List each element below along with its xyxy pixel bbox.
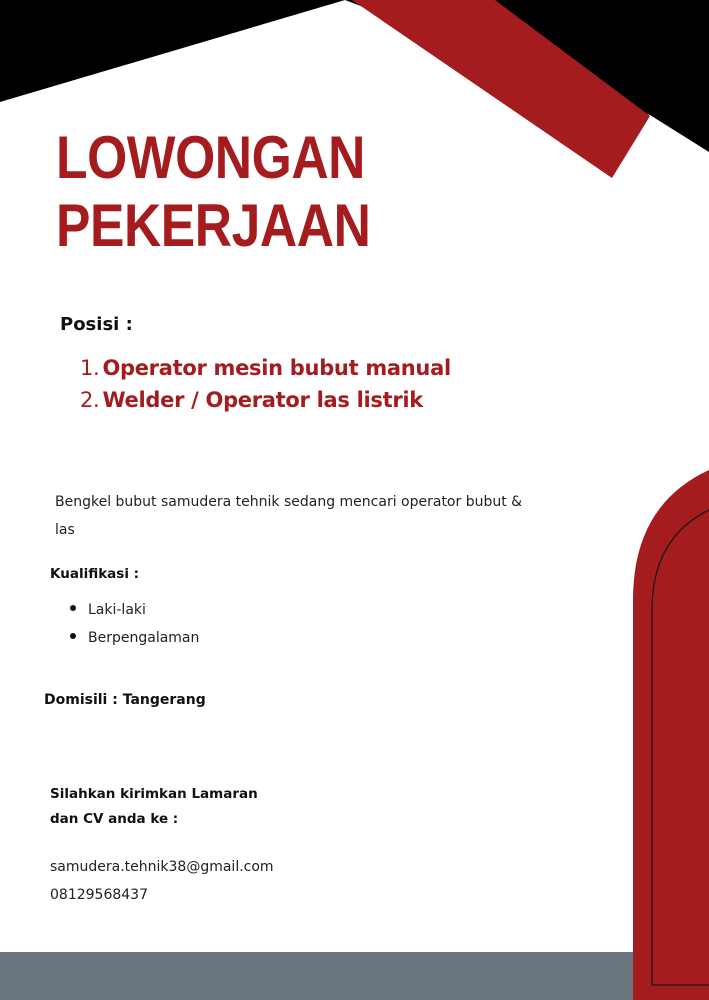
contact-phone: 08129568437 — [50, 887, 148, 903]
kualifikasi-item-text: Berpengalaman — [88, 630, 200, 646]
cta-line-1: Silahkan kirimkan Lamaran — [50, 786, 258, 802]
domisili-text: Domisili : Tangerang — [44, 692, 206, 708]
posisi-item-number: 2. — [80, 388, 100, 412]
kualifikasi-item — [70, 624, 199, 652]
footer-gray-bar — [0, 952, 709, 1000]
title-line-2: PEKERJAAN — [56, 192, 371, 259]
page-title — [56, 124, 370, 260]
posisi-list — [80, 352, 451, 416]
posisi-label: Posisi : — [60, 314, 133, 335]
kualifikasi-label: Kualifikasi : — [50, 566, 140, 582]
contact-email: samudera.tehnik38@gmail.com — [50, 859, 274, 875]
title-line-1: LOWONGAN — [56, 124, 365, 191]
kualifikasi-list — [70, 596, 199, 652]
bullet-dot-icon — [70, 633, 76, 639]
cta-line-2: dan CV anda ke : — [50, 811, 179, 827]
bullet-dot-icon — [70, 605, 76, 611]
posisi-item-text: Welder / Operator las listrik — [102, 388, 423, 412]
posisi-item — [80, 384, 451, 416]
posisi-item-number: 1. — [80, 356, 100, 380]
posisi-item — [80, 352, 451, 384]
kualifikasi-item-text: Laki-laki — [88, 602, 146, 618]
call-to-action — [50, 782, 258, 832]
kualifikasi-item — [70, 596, 199, 624]
company-description: Bengkel bubut samudera tehnik sedang mencari operator bubut & las — [55, 494, 523, 538]
red-arch-door — [633, 470, 709, 1000]
posisi-item-text: Operator mesin bubut manual — [102, 356, 451, 380]
contact-info — [50, 853, 274, 909]
